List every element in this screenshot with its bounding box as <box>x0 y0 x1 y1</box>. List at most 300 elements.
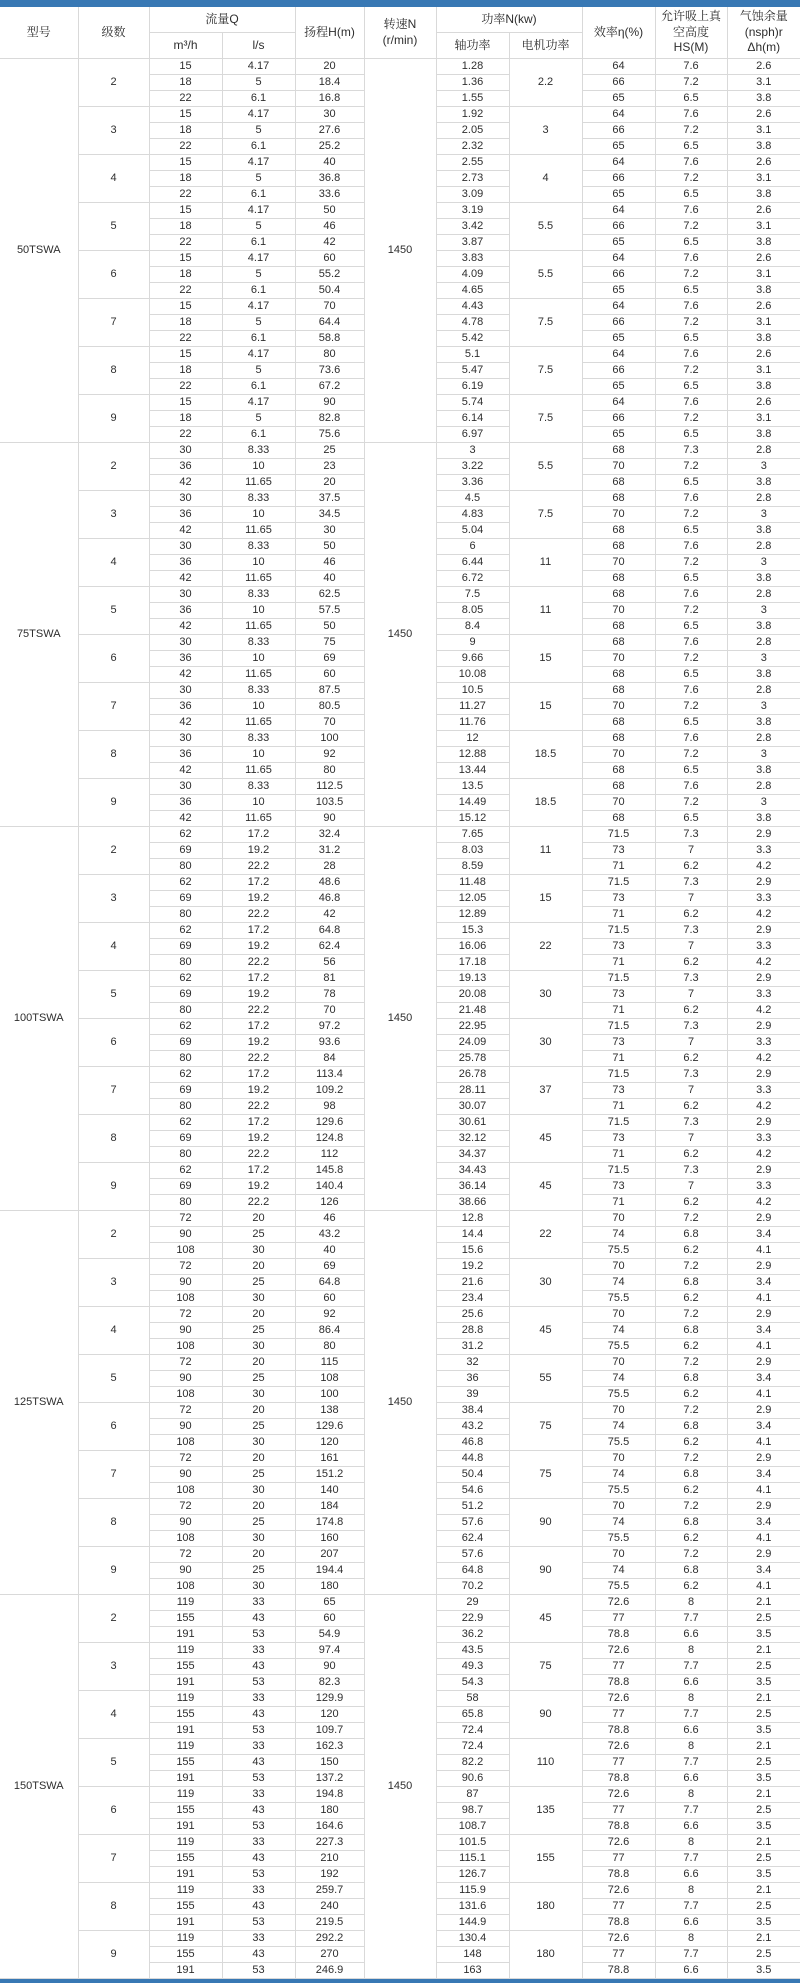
flow-m3h-cell: 155 <box>149 1659 222 1675</box>
suction-height-cell: 6.2 <box>655 1003 727 1019</box>
npsh-cell: 3.1 <box>727 219 800 235</box>
top-accent-bar <box>0 0 800 7</box>
efficiency-cell: 66 <box>582 267 655 283</box>
flow-m3h-cell: 191 <box>149 1819 222 1835</box>
efficiency-cell: 75.5 <box>582 1291 655 1307</box>
shaft-power-cell: 57.6 <box>436 1547 509 1563</box>
flow-ls-cell: 22.2 <box>222 1051 295 1067</box>
shaft-power-cell: 23.4 <box>436 1291 509 1307</box>
motor-power-cell: 55 <box>509 1355 582 1403</box>
flow-ls-cell: 17.2 <box>222 923 295 939</box>
head-cell: 246.9 <box>295 1963 364 1979</box>
flow-m3h-cell: 42 <box>149 571 222 587</box>
flow-m3h-cell: 36 <box>149 555 222 571</box>
flow-ls-cell: 17.2 <box>222 1067 295 1083</box>
head-cell: 30 <box>295 523 364 539</box>
shaft-power-cell: 15.3 <box>436 923 509 939</box>
flow-m3h-cell: 80 <box>149 1051 222 1067</box>
head-cell: 145.8 <box>295 1163 364 1179</box>
efficiency-cell: 77 <box>582 1851 655 1867</box>
efficiency-cell: 71.5 <box>582 1163 655 1179</box>
motor-power-cell: 110 <box>509 1739 582 1787</box>
head-cell: 140.4 <box>295 1179 364 1195</box>
shaft-power-cell: 3.87 <box>436 235 509 251</box>
flow-ls-cell: 6.1 <box>222 427 295 443</box>
shaft-power-cell: 62.4 <box>436 1531 509 1547</box>
flow-ls-cell: 17.2 <box>222 875 295 891</box>
shaft-power-cell: 30.61 <box>436 1115 509 1131</box>
flow-m3h-cell: 18 <box>149 315 222 331</box>
flow-m3h-cell: 36 <box>149 507 222 523</box>
npsh-cell: 3.8 <box>727 331 800 347</box>
suction-height-cell: 8 <box>655 1691 727 1707</box>
head-cell: 98 <box>295 1099 364 1115</box>
flow-ls-cell: 6.1 <box>222 235 295 251</box>
efficiency-cell: 71 <box>582 1003 655 1019</box>
npsh-cell: 3.1 <box>727 267 800 283</box>
flow-ls-cell: 19.2 <box>222 987 295 1003</box>
efficiency-cell: 68 <box>582 571 655 587</box>
npsh-cell: 3.4 <box>727 1371 800 1387</box>
stage-cell: 6 <box>78 1787 149 1835</box>
npsh-cell: 2.6 <box>727 59 800 75</box>
suction-height-cell: 7.6 <box>655 59 727 75</box>
motor-power-cell: 11 <box>509 539 582 587</box>
npsh-cell: 2.5 <box>727 1611 800 1627</box>
efficiency-cell: 66 <box>582 219 655 235</box>
flow-m3h-cell: 72 <box>149 1211 222 1227</box>
motor-power-cell: 2.2 <box>509 59 582 107</box>
shaft-power-cell: 57.6 <box>436 1515 509 1531</box>
suction-height-cell: 6.2 <box>655 1483 727 1499</box>
head-cell: 78 <box>295 987 364 1003</box>
efficiency-cell: 71.5 <box>582 1019 655 1035</box>
npsh-cell: 4.2 <box>727 955 800 971</box>
suction-height-cell: 7.2 <box>655 795 727 811</box>
npsh-cell: 4.1 <box>727 1387 800 1403</box>
flow-m3h-cell: 155 <box>149 1899 222 1915</box>
npsh-cell: 2.9 <box>727 1067 800 1083</box>
suction-height-cell: 7.6 <box>655 683 727 699</box>
shaft-power-cell: 34.43 <box>436 1163 509 1179</box>
suction-height-cell: 7.3 <box>655 443 727 459</box>
efficiency-cell: 70 <box>582 1259 655 1275</box>
flow-ls-cell: 5 <box>222 363 295 379</box>
head-cell: 87.5 <box>295 683 364 699</box>
flow-ls-cell: 25 <box>222 1467 295 1483</box>
flow-m3h-cell: 42 <box>149 619 222 635</box>
shaft-power-cell: 8.4 <box>436 619 509 635</box>
flow-m3h-cell: 72 <box>149 1355 222 1371</box>
suction-height-cell: 8 <box>655 1595 727 1611</box>
shaft-power-cell: 6.14 <box>436 411 509 427</box>
suction-height-cell: 7.6 <box>655 635 727 651</box>
flow-m3h-cell: 69 <box>149 1131 222 1147</box>
npsh-cell: 2.5 <box>727 1707 800 1723</box>
flow-m3h-cell: 119 <box>149 1787 222 1803</box>
shaft-power-cell: 13.44 <box>436 763 509 779</box>
shaft-power-cell: 8.05 <box>436 603 509 619</box>
efficiency-cell: 68 <box>582 587 655 603</box>
efficiency-cell: 73 <box>582 1035 655 1051</box>
npsh-cell: 3.8 <box>727 283 800 299</box>
head-cell: 50 <box>295 619 364 635</box>
motor-power-cell: 155 <box>509 1835 582 1883</box>
flow-m3h-cell: 155 <box>149 1803 222 1819</box>
motor-power-cell: 22 <box>509 1211 582 1259</box>
suction-height-cell: 7.2 <box>655 459 727 475</box>
stage-cell: 5 <box>78 1355 149 1403</box>
efficiency-cell: 65 <box>582 139 655 155</box>
flow-ls-cell: 4.17 <box>222 251 295 267</box>
flow-m3h-cell: 18 <box>149 411 222 427</box>
npsh-cell: 4.2 <box>727 1147 800 1163</box>
head-cell: 129.6 <box>295 1419 364 1435</box>
efficiency-cell: 73 <box>582 939 655 955</box>
efficiency-cell: 68 <box>582 715 655 731</box>
flow-ls-cell: 5 <box>222 75 295 91</box>
head-cell: 162.3 <box>295 1739 364 1755</box>
efficiency-cell: 68 <box>582 491 655 507</box>
shaft-power-cell: 15.6 <box>436 1243 509 1259</box>
efficiency-cell: 70 <box>582 651 655 667</box>
flow-m3h-cell: 191 <box>149 1915 222 1931</box>
table-row <box>0 443 800 459</box>
head-cell: 28 <box>295 859 364 875</box>
speed-cell: 1450 <box>364 1211 436 1595</box>
efficiency-cell: 74 <box>582 1419 655 1435</box>
flow-ls-cell: 33 <box>222 1739 295 1755</box>
efficiency-cell: 75.5 <box>582 1387 655 1403</box>
flow-ls-cell: 8.33 <box>222 683 295 699</box>
shaft-power-cell: 4.5 <box>436 491 509 507</box>
suction-height-cell: 7.3 <box>655 1067 727 1083</box>
flow-m3h-cell: 72 <box>149 1547 222 1563</box>
flow-ls-cell: 8.33 <box>222 731 295 747</box>
flow-m3h-cell: 69 <box>149 1179 222 1195</box>
flow-ls-cell: 11.65 <box>222 475 295 491</box>
suction-height-cell: 7.2 <box>655 75 727 91</box>
flow-m3h-cell: 15 <box>149 395 222 411</box>
flow-ls-cell: 30 <box>222 1579 295 1595</box>
shaft-power-cell: 10.5 <box>436 683 509 699</box>
efficiency-cell: 70 <box>582 1403 655 1419</box>
flow-ls-cell: 25 <box>222 1227 295 1243</box>
flow-m3h-cell: 22 <box>149 283 222 299</box>
flow-ls-cell: 33 <box>222 1931 295 1947</box>
efficiency-cell: 74 <box>582 1467 655 1483</box>
shaft-power-cell: 98.7 <box>436 1803 509 1819</box>
flow-m3h-cell: 80 <box>149 1099 222 1115</box>
suction-height-cell: 6.2 <box>655 1339 727 1355</box>
npsh-cell: 3.8 <box>727 187 800 203</box>
flow-ls-cell: 4.17 <box>222 347 295 363</box>
motor-power-cell: 45 <box>509 1595 582 1643</box>
flow-m3h-cell: 15 <box>149 299 222 315</box>
suction-height-cell: 6.6 <box>655 1627 727 1643</box>
flow-ls-cell: 5 <box>222 315 295 331</box>
head-cell: 112 <box>295 1147 364 1163</box>
speed-cell: 1450 <box>364 59 436 443</box>
shaft-power-cell: 49.3 <box>436 1659 509 1675</box>
efficiency-cell: 64 <box>582 107 655 123</box>
npsh-cell: 4.2 <box>727 907 800 923</box>
flow-m3h-cell: 22 <box>149 427 222 443</box>
efficiency-cell: 68 <box>582 539 655 555</box>
efficiency-cell: 73 <box>582 1083 655 1099</box>
npsh-cell: 2.9 <box>727 827 800 843</box>
flow-m3h-cell: 155 <box>149 1707 222 1723</box>
efficiency-cell: 73 <box>582 1179 655 1195</box>
motor-power-cell: 5.5 <box>509 251 582 299</box>
flow-m3h-cell: 80 <box>149 955 222 971</box>
npsh-cell: 2.9 <box>727 1019 800 1035</box>
flow-m3h-cell: 90 <box>149 1467 222 1483</box>
npsh-cell: 2.9 <box>727 1211 800 1227</box>
npsh-cell: 3.4 <box>727 1323 800 1339</box>
efficiency-cell: 74 <box>582 1515 655 1531</box>
motor-power-cell: 7.5 <box>509 347 582 395</box>
efficiency-cell: 68 <box>582 731 655 747</box>
npsh-cell: 4.1 <box>727 1291 800 1307</box>
shaft-power-cell: 11.48 <box>436 875 509 891</box>
flow-m3h-cell: 72 <box>149 1403 222 1419</box>
flow-m3h-cell: 90 <box>149 1419 222 1435</box>
shaft-power-cell: 12.88 <box>436 747 509 763</box>
shaft-power-cell: 30.07 <box>436 1099 509 1115</box>
efficiency-cell: 72.6 <box>582 1835 655 1851</box>
motor-power-cell: 30 <box>509 1259 582 1307</box>
suction-height-cell: 6.2 <box>655 1579 727 1595</box>
flow-ls-cell: 22.2 <box>222 1147 295 1163</box>
flow-ls-cell: 6.1 <box>222 283 295 299</box>
suction-height-cell: 7.2 <box>655 219 727 235</box>
flow-m3h-cell: 72 <box>149 1259 222 1275</box>
flow-m3h-cell: 18 <box>149 75 222 91</box>
head-cell: 180 <box>295 1803 364 1819</box>
stage-cell: 6 <box>78 635 149 683</box>
suction-height-cell: 6.5 <box>655 235 727 251</box>
suction-height-cell: 7.3 <box>655 1163 727 1179</box>
model-cell: 75TSWA <box>0 443 78 827</box>
stage-cell: 4 <box>78 539 149 587</box>
flow-ls-cell: 30 <box>222 1243 295 1259</box>
flow-ls-cell: 17.2 <box>222 1019 295 1035</box>
suction-height-cell: 7.7 <box>655 1755 727 1771</box>
npsh-cell: 2.5 <box>727 1755 800 1771</box>
motor-power-cell: 7.5 <box>509 299 582 347</box>
col-header-head: 扬程H(m) <box>295 7 364 59</box>
flow-ls-cell: 22.2 <box>222 859 295 875</box>
flow-ls-cell: 20 <box>222 1307 295 1323</box>
efficiency-cell: 72.6 <box>582 1883 655 1899</box>
shaft-power-cell: 72.4 <box>436 1739 509 1755</box>
shaft-power-cell: 14.49 <box>436 795 509 811</box>
head-cell: 60 <box>295 1291 364 1307</box>
efficiency-cell: 71.5 <box>582 923 655 939</box>
shaft-power-cell: 36.14 <box>436 1179 509 1195</box>
shaft-power-cell: 36.2 <box>436 1627 509 1643</box>
col-header-efficiency: 效率η(%) <box>582 7 655 59</box>
shaft-power-cell: 3 <box>436 443 509 459</box>
suction-height-cell: 6.5 <box>655 91 727 107</box>
col-header-flow-m3h: m³/h <box>149 33 222 59</box>
npsh-header-line3: Δh(m) <box>747 40 781 55</box>
motor-power-cell: 45 <box>509 1115 582 1163</box>
suction-height-cell: 6.2 <box>655 1243 727 1259</box>
shaft-power-cell: 4.43 <box>436 299 509 315</box>
flow-m3h-cell: 69 <box>149 1083 222 1099</box>
efficiency-cell: 70 <box>582 459 655 475</box>
npsh-cell: 3 <box>727 651 800 667</box>
shaft-power-cell: 144.9 <box>436 1915 509 1931</box>
npsh-cell: 3.3 <box>727 1083 800 1099</box>
npsh-cell: 2.9 <box>727 1259 800 1275</box>
npsh-cell: 2.6 <box>727 347 800 363</box>
npsh-cell: 4.1 <box>727 1339 800 1355</box>
flow-ls-cell: 22.2 <box>222 907 295 923</box>
efficiency-cell: 78.8 <box>582 1819 655 1835</box>
motor-power-cell: 30 <box>509 1019 582 1067</box>
shaft-power-cell: 9 <box>436 635 509 651</box>
shaft-power-cell: 25.6 <box>436 1307 509 1323</box>
shaft-power-cell: 5.74 <box>436 395 509 411</box>
head-cell: 46 <box>295 555 364 571</box>
flow-m3h-cell: 72 <box>149 1451 222 1467</box>
stage-cell: 9 <box>78 1931 149 1979</box>
head-cell: 82.8 <box>295 411 364 427</box>
flow-ls-cell: 10 <box>222 699 295 715</box>
flow-ls-cell: 8.33 <box>222 635 295 651</box>
efficiency-cell: 75.5 <box>582 1531 655 1547</box>
head-cell: 60 <box>295 251 364 267</box>
efficiency-cell: 77 <box>582 1611 655 1627</box>
flow-ls-cell: 25 <box>222 1371 295 1387</box>
head-cell: 64.4 <box>295 315 364 331</box>
suction-height-cell: 7 <box>655 939 727 955</box>
stage-cell: 3 <box>78 1643 149 1691</box>
efficiency-cell: 70 <box>582 699 655 715</box>
flow-m3h-cell: 15 <box>149 203 222 219</box>
speed-header-line1: 转速N <box>383 16 417 31</box>
npsh-cell: 3.5 <box>727 1963 800 1979</box>
flow-m3h-cell: 191 <box>149 1675 222 1691</box>
flow-m3h-cell: 69 <box>149 987 222 1003</box>
head-cell: 84 <box>295 1051 364 1067</box>
flow-m3h-cell: 155 <box>149 1755 222 1771</box>
flow-m3h-cell: 22 <box>149 379 222 395</box>
efficiency-cell: 78.8 <box>582 1627 655 1643</box>
flow-m3h-cell: 42 <box>149 475 222 491</box>
flow-m3h-cell: 90 <box>149 1227 222 1243</box>
flow-m3h-cell: 119 <box>149 1739 222 1755</box>
motor-power-cell: 15 <box>509 683 582 731</box>
npsh-cell: 3.8 <box>727 715 800 731</box>
efficiency-cell: 77 <box>582 1707 655 1723</box>
flow-m3h-cell: 90 <box>149 1275 222 1291</box>
suction-height-cell: 7.2 <box>655 1355 727 1371</box>
npsh-cell: 3.3 <box>727 939 800 955</box>
suction-height-cell: 7.6 <box>655 491 727 507</box>
suction-height-cell: 6.8 <box>655 1515 727 1531</box>
flow-ls-cell: 10 <box>222 603 295 619</box>
suction-height-cell: 7.2 <box>655 171 727 187</box>
motor-power-cell: 45 <box>509 1307 582 1355</box>
npsh-header-line2: (nsph)r <box>744 24 783 39</box>
flow-m3h-cell: 18 <box>149 123 222 139</box>
suction-height-cell: 7.2 <box>655 411 727 427</box>
npsh-cell: 3.3 <box>727 987 800 1003</box>
flow-ls-cell: 25 <box>222 1323 295 1339</box>
npsh-cell: 2.8 <box>727 539 800 555</box>
shaft-power-cell: 2.05 <box>436 123 509 139</box>
shaft-power-cell: 16.06 <box>436 939 509 955</box>
efficiency-cell: 75.5 <box>582 1483 655 1499</box>
suction-height-cell: 7.3 <box>655 827 727 843</box>
head-cell: 50.4 <box>295 283 364 299</box>
npsh-cell: 3 <box>727 507 800 523</box>
efficiency-cell: 71.5 <box>582 1115 655 1131</box>
shaft-power-cell: 4.09 <box>436 267 509 283</box>
stage-cell: 5 <box>78 971 149 1019</box>
flow-ls-cell: 30 <box>222 1531 295 1547</box>
flow-m3h-cell: 69 <box>149 891 222 907</box>
shaft-power-cell: 101.5 <box>436 1835 509 1851</box>
suction-height-cell: 6.5 <box>655 811 727 827</box>
suction-height-cell: 7.3 <box>655 1019 727 1035</box>
shaft-power-cell: 28.8 <box>436 1323 509 1339</box>
efficiency-cell: 71 <box>582 859 655 875</box>
flow-m3h-cell: 30 <box>149 491 222 507</box>
flow-ls-cell: 20 <box>222 1499 295 1515</box>
flow-ls-cell: 5 <box>222 267 295 283</box>
flow-m3h-cell: 62 <box>149 1019 222 1035</box>
shaft-power-cell: 22.95 <box>436 1019 509 1035</box>
motor-power-cell: 90 <box>509 1547 582 1595</box>
shaft-power-cell: 29 <box>436 1595 509 1611</box>
motor-power-cell: 135 <box>509 1787 582 1835</box>
suction-height-cell: 7.2 <box>655 363 727 379</box>
efficiency-cell: 70 <box>582 555 655 571</box>
flow-ls-cell: 22.2 <box>222 955 295 971</box>
col-header-model: 型号 <box>0 7 78 59</box>
motor-power-cell: 22 <box>509 923 582 971</box>
head-cell: 80 <box>295 1339 364 1355</box>
shaft-power-cell: 72.4 <box>436 1723 509 1739</box>
suction-height-cell: 8 <box>655 1787 727 1803</box>
flow-ls-cell: 19.2 <box>222 1179 295 1195</box>
npsh-cell: 2.9 <box>727 1163 800 1179</box>
flow-ls-cell: 20 <box>222 1211 295 1227</box>
head-cell: 69 <box>295 651 364 667</box>
flow-m3h-cell: 36 <box>149 747 222 763</box>
stage-cell: 2 <box>78 59 149 107</box>
shaft-power-cell: 2.73 <box>436 171 509 187</box>
npsh-cell: 2.1 <box>727 1595 800 1611</box>
efficiency-cell: 65 <box>582 91 655 107</box>
stage-cell: 6 <box>78 1019 149 1067</box>
npsh-cell: 2.8 <box>727 491 800 507</box>
stage-cell: 3 <box>78 1259 149 1307</box>
flow-ls-cell: 22.2 <box>222 1195 295 1211</box>
suction-height-cell: 6.8 <box>655 1227 727 1243</box>
flow-ls-cell: 43 <box>222 1851 295 1867</box>
flow-m3h-cell: 30 <box>149 779 222 795</box>
head-cell: 40 <box>295 155 364 171</box>
shaft-power-cell: 19.2 <box>436 1259 509 1275</box>
flow-ls-cell: 20 <box>222 1547 295 1563</box>
flow-m3h-cell: 22 <box>149 187 222 203</box>
